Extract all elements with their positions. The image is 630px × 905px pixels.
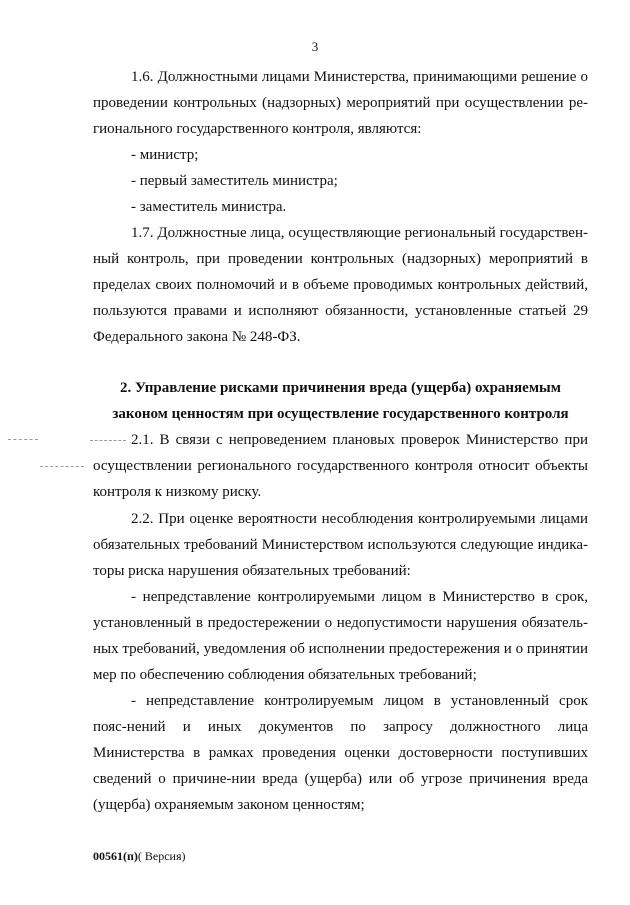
list-item-minister: - министр; xyxy=(131,147,199,163)
footer-version: ( Версия) xyxy=(137,849,186,863)
footer-document-code: 00561(п) xyxy=(93,849,138,863)
page-number: 3 xyxy=(311,39,319,54)
paragraph-1-6: 1.6. Должностными лицами Министерства, принимающими решение о проведении контрольных (надзорных) мероприятий при осуществлении ре-гионального государственного контроля, являются: xyxy=(93,69,588,137)
indicator-item-1: - непредставление контролируемыми лицом в Министерство в срок, установленный в предостережении о недопустимости нарушения обязатель-ных требований, уведомления об исполнении предостережения и о принятии мер по обеспечению соблюдения обязательных требований; xyxy=(93,589,588,683)
paragraph-1-7: 1.7. Должностные лица, осуществляющие региональный государствен-ный контроль, при проведении контрольных (надзорных) мероприятий в пределах своих полномочий и в объеме проводимых контрольных действий, пользуются правами и исполняют обязанности, установленные статьей 29 Федерального закона № 248-ФЗ. xyxy=(93,225,588,345)
section-2-heading: 2. Управление рисками причинения вреда (ущерба) охраняемым законом ценностям при осуществление государственного контроля xyxy=(112,380,569,422)
list-item-deputy: - заместитель министра. xyxy=(131,199,287,215)
indicator-item-2: - непредставление контролируемым лицом в установленный срок пояс-нений и иных документов по запросу должностного лица Министерства в рамках проведения оценки достоверности поступивших сведений о причине-нии вреда (ущерба) или об угрозе причинения вреда (ущерба) охраняемым законом ценностям; xyxy=(93,693,588,813)
footer xyxy=(93,849,186,864)
paragraph-2-2: 2.2. При оценке вероятности несоблюдения контролируемыми лицами обязательных требований Министерством используются следующие индика-торы риска нарушения обязательных требований: xyxy=(93,511,588,579)
paragraph-2-1: 2.1. В связи с непроведением плановых проверок Министерство при осуществлении регионального государственного контроля относит объекты контроля к низкому риску. xyxy=(93,432,588,500)
scan-artifact-mark xyxy=(8,439,38,440)
list-item-first-deputy: - первый заместитель министра; xyxy=(131,173,338,189)
scan-artifact-mark xyxy=(40,466,84,467)
